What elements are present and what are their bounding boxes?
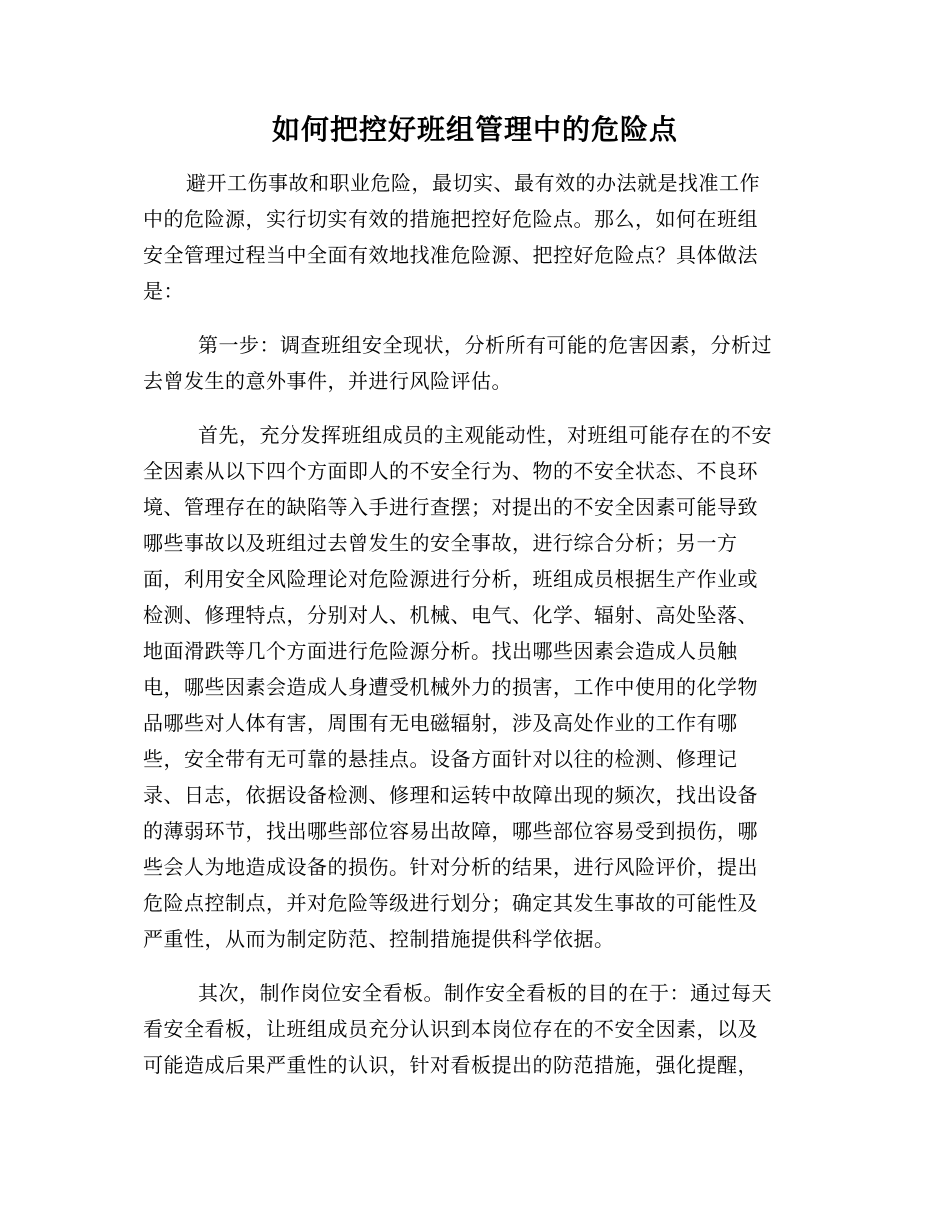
paragraph-line: 地面滑跌等几个方面进行危险源分析。找出哪些因素会造成人员触 — [143, 639, 738, 663]
paragraph-line: 些会人为地造成设备的损伤。针对分析的结果，进行风险评价，提出 — [143, 855, 758, 879]
paragraph-line: 避开工伤事故和职业危险，最切实、最有效的办法就是找准工作 — [186, 171, 760, 195]
paragraph-line: 是： — [143, 279, 184, 303]
paragraph-line: 危险点控制点，并对危险等级进行划分；确定其发生事故的可能性及 — [143, 891, 758, 915]
paragraph-line: 电，哪些因素会造成人身遭受机械外力的损害，工作中使用的化学物 — [143, 675, 758, 699]
paragraph-line: 看安全看板，让班组成员充分认识到本岗位存在的不安全因素，以及 — [143, 1017, 758, 1041]
paragraph-line: 安全管理过程当中全面有效地找准危险源、把控好危险点？具体做法 — [143, 243, 758, 267]
paragraph-line: 的薄弱环节，找出哪些部位容易出故障，哪些部位容易受到损伤，哪 — [143, 819, 758, 843]
paragraph-line: 些，安全带有无可靠的悬挂点。设备方面针对以往的检测、修理记 — [143, 747, 738, 771]
paragraph-line: 品哪些对人体有害，周围有无电磁辐射，涉及高处作业的工作有哪 — [143, 711, 738, 735]
paragraph-line: 其次，制作岗位安全看板。制作安全看板的目的在于：通过每天 — [198, 981, 772, 1005]
paragraph-line: 严重性，从而为制定防范、控制措施提供科学依据。 — [143, 927, 615, 951]
paragraph-line: 境、管理存在的缺陷等入手进行查摆；对提出的不安全因素可能导致 — [143, 495, 758, 519]
paragraph-line: 检测、修理特点，分别对人、机械、电气、化学、辐射、高处坠落、 — [143, 603, 758, 627]
paragraph-line: 第一步：调查班组安全现状，分析所有可能的危害因素，分析过 — [198, 333, 772, 357]
paragraph-line: 面，利用安全风险理论对危险源进行分析，班组成员根据生产作业或 — [143, 567, 758, 591]
paragraph-line: 中的危险源，实行切实有效的措施把控好危险点。那么，如何在班组 — [143, 207, 758, 231]
paragraph-line: 录、日志，依据设备检测、修理和运转中故障出现的频次，找出设备 — [143, 783, 758, 807]
paragraph-line: 全因素从以下四个方面即人的不安全行为、物的不安全状态、不良环 — [143, 459, 758, 483]
paragraph-line: 可能造成后果严重性的认识，针对看板提出的防范措施，强化提醒， — [143, 1053, 758, 1077]
paragraph-line: 首先，充分发挥班组成员的主观能动性，对班组可能存在的不安 — [198, 423, 772, 447]
paragraph-line: 去曾发生的意外事件，并进行风险评估。 — [143, 369, 512, 393]
paragraph-line: 哪些事故以及班组过去曾发生的安全事故，进行综合分析；另一方 — [143, 531, 738, 555]
page-title: 如何把控好班组管理中的危险点 — [271, 113, 678, 146]
